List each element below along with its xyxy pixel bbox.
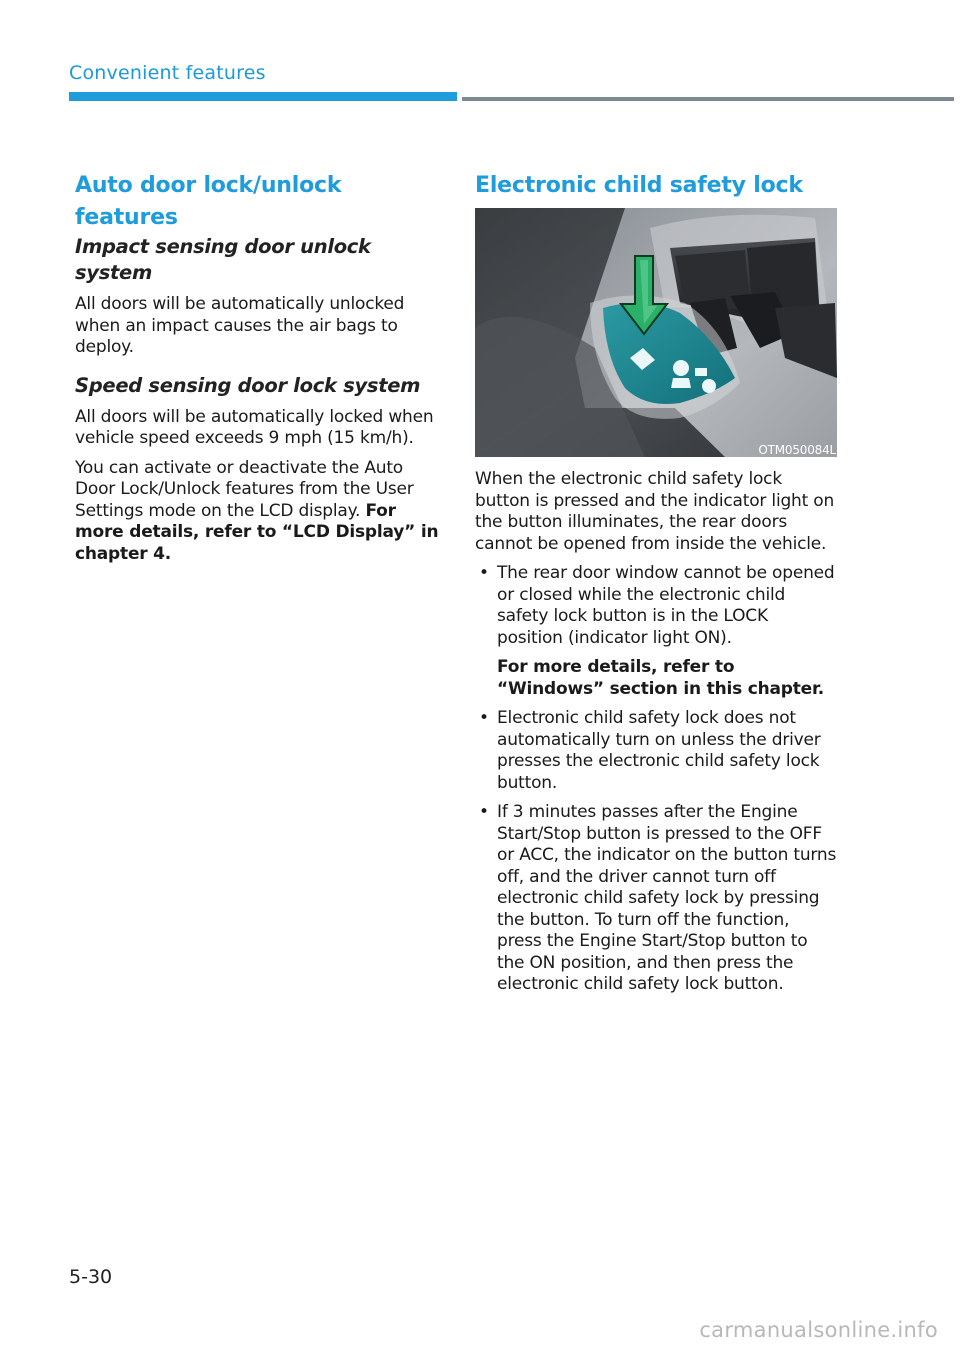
- bullet-glyph: •: [479, 802, 489, 822]
- header-rule-blue: [69, 92, 457, 101]
- subheading-impact-sensing: Impact sensing door unlock system: [75, 235, 371, 284]
- settings-text-body: You can activate or deactivate the Auto Door Lock/Unlock features from the User Settings mode on the LCD display.: [75, 457, 414, 521]
- watermark: carmanualsonline.info: [699, 1318, 938, 1342]
- impact-sensing-text: All doors will be automatically unlocked when an impact causes the air bags to deploy.: [75, 294, 405, 357]
- bullet-note: For more details, refer to “Windows” section in this chapter.: [497, 657, 825, 699]
- bullet-text: The rear door window cannot be opened or closed while the electronic child safety lock button is in the LOCK position (indicator light ON).: [497, 563, 835, 648]
- section-title: Convenient features: [69, 62, 266, 84]
- bullet-glyph: •: [479, 563, 489, 583]
- header-rule-grey: [462, 97, 954, 101]
- child-lock-bullets: [475, 563, 837, 996]
- bullet-text: If 3 minutes passes after the Engine Start/Stop button is pressed to the OFF or ACC, the indicator on the button turns off, and the driver cannot turn off electronic child safety lock by pressing the button. To turn off the function, press the Engine Start/Stop button to the ON position, and then press the electronic child safety lock button.: [497, 802, 837, 994]
- heading-child-safety-lock: Electronic child safety lock: [475, 173, 803, 198]
- settings-reference: For more details, refer to “LCD Display” in chapter 4.: [75, 500, 439, 564]
- child-lock-illustration: [475, 208, 837, 457]
- list-item: [475, 802, 837, 996]
- child-lock-intro: When the electronic child safety lock button is pressed and the indicator light on the button illuminates, the rear doors cannot be opened from inside the vehicle.: [475, 469, 835, 554]
- right-column: [475, 170, 837, 996]
- heading-auto-door-lock: Auto door lock/unlock features: [75, 173, 342, 230]
- speed-sensing-text: All doors will be automatically locked when vehicle speed exceeds 9 mph (15 km/h).: [75, 406, 434, 448]
- settings-text: [75, 458, 440, 566]
- left-column: [75, 170, 440, 565]
- list-item: [475, 563, 837, 700]
- child-lock-figure: [475, 208, 837, 457]
- list-item: [475, 708, 837, 794]
- bullet-glyph: •: [479, 708, 489, 728]
- page-number: 5-30: [69, 1266, 113, 1288]
- subheading-speed-sensing: Speed sensing door lock system: [75, 373, 421, 397]
- bullet-text: Electronic child safety lock does not automatically turn on unless the driver presses the electronic child safety lock button.: [497, 708, 821, 793]
- figure-code: OTM050084L: [758, 443, 836, 457]
